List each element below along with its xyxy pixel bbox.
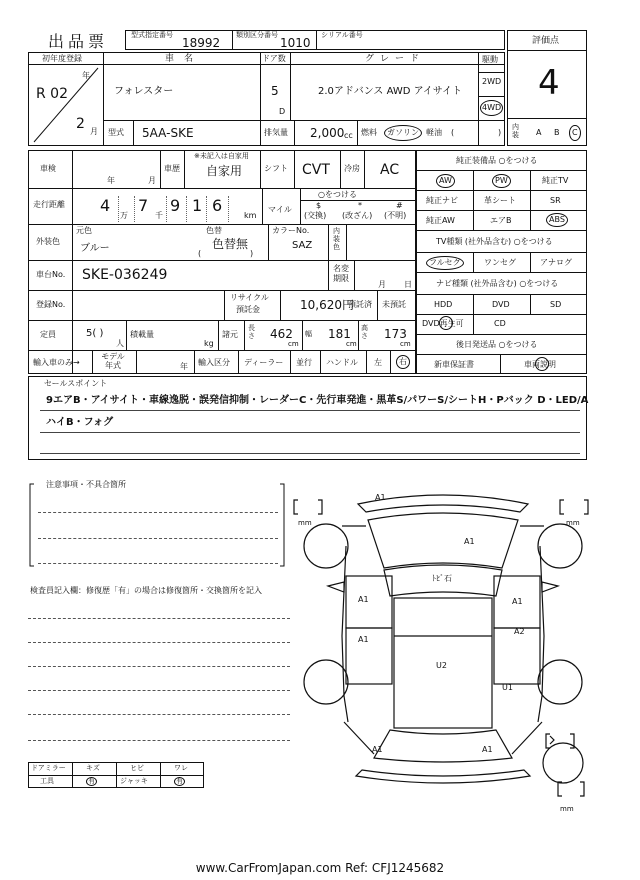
fuel-gasoline-circled: ガソリン	[384, 125, 422, 141]
mileage-digit-1: 4	[100, 196, 111, 215]
altered-symbol: *	[358, 201, 362, 210]
mileage-label: 走行距離	[33, 200, 65, 209]
import-parallel: 並行	[296, 358, 312, 367]
model-year-label: モデル年式	[101, 352, 125, 370]
interior-c-circled: C	[569, 125, 581, 141]
after-manual: 車両説明	[524, 360, 556, 369]
rear-wheel-bracket	[548, 780, 594, 800]
width-value: 181	[328, 327, 351, 341]
sales-points-label: セールスポイント	[44, 379, 108, 388]
equip-abs-circled: ABS	[546, 213, 568, 227]
height-unit: cm	[400, 340, 411, 348]
ac-value: AC	[380, 162, 400, 178]
legend-jack: ジャッキ	[120, 777, 148, 785]
mileage-unit-man: 万	[120, 211, 128, 220]
tv-analog: アナログ	[540, 258, 572, 267]
color-change-value: 色替無	[212, 237, 249, 251]
type-number-value: 18992	[182, 36, 221, 50]
recycle-amount: 10,620円	[300, 298, 354, 312]
score-value: 4	[538, 63, 560, 103]
name-change-day: 日	[404, 280, 412, 289]
recycle-not-deposited: 未預託	[382, 300, 406, 309]
ac-label: 冷房	[344, 164, 360, 173]
equip-sr: SR	[550, 196, 561, 205]
car-name: フォレスター	[114, 86, 174, 97]
capacity-label: 定員	[40, 330, 56, 339]
shift-value: CVT	[302, 162, 330, 178]
mileage-digit-5: 6	[212, 196, 223, 215]
mm-front-left: mm	[298, 519, 312, 527]
class-number-value: 1010	[280, 36, 311, 50]
legend-tool: 工具	[40, 777, 54, 785]
inspection-month: 月	[148, 176, 156, 185]
length-label: 長さ	[248, 324, 255, 341]
exterior-color-label: 外装色	[36, 237, 60, 246]
equip-aw-circled: AW	[436, 174, 455, 188]
defects-bracket	[28, 482, 292, 572]
navi-cd: CD	[494, 319, 506, 328]
doors-suffix: D	[279, 107, 286, 116]
shift-label: シフト	[264, 164, 288, 173]
dimensions-label: 諸元	[222, 330, 238, 339]
exchange-symbol: $	[316, 201, 322, 210]
import-dealer: ディーラー	[244, 358, 284, 367]
equip-leather: 革シート	[484, 196, 516, 205]
unknown-symbol: #	[396, 201, 403, 210]
history-value: 自家用	[206, 164, 243, 178]
color-change-paren-open: (	[198, 249, 202, 258]
equip-genuine-aw: 純正AW	[426, 216, 455, 225]
mm-rear: mm	[560, 805, 574, 813]
inspection-year: 年	[107, 176, 115, 185]
drive-label: 駆動	[482, 55, 498, 64]
grade-label: グレード	[365, 54, 426, 64]
width-label: 幅	[305, 330, 312, 338]
drive-2wd: 2WD	[482, 77, 502, 86]
load-unit: kg	[204, 339, 214, 348]
fuel-label: 燃料	[361, 128, 377, 137]
load-label: 積載量	[130, 330, 154, 339]
displacement-label: 排気量	[264, 128, 288, 137]
interior-label: 内装	[512, 123, 519, 139]
name-change-month: 月	[378, 280, 386, 289]
after-ship-title: 後日発送品 ○をつける	[456, 340, 538, 349]
first-registration-label: 初年度登録	[42, 54, 82, 63]
chassis-value: SKE-036249	[82, 267, 168, 283]
exterior-color-value: ブルー	[80, 243, 110, 254]
equipment-title: 純正装備品 ○をつける	[456, 156, 538, 165]
mileage-mark-note: ○をつける	[318, 190, 357, 199]
unknown-label: (不明)	[384, 211, 407, 220]
color-number-label: カラーNo.	[272, 226, 310, 235]
mile-label: マイル	[268, 205, 292, 214]
height-value: 173	[384, 327, 407, 341]
mileage-digit-4: 1	[192, 196, 203, 215]
chassis-label: 車台No.	[36, 270, 66, 279]
after-warranty: 新車保証書	[434, 360, 474, 369]
sales-points-line-2: ハイB・フォグ	[46, 417, 114, 428]
navi-hdd: HDD	[434, 300, 453, 309]
mileage-digit-2: 7	[138, 196, 149, 215]
damage-roof: U2	[436, 661, 447, 670]
legend-crack: ヒビ	[130, 764, 144, 772]
displacement-unit: cc	[344, 131, 353, 140]
width-unit: cm	[346, 340, 357, 348]
capacity-value: 5( )	[86, 328, 104, 339]
model-value: 5AA-SKE	[142, 126, 194, 140]
handle-left: 左	[374, 358, 382, 367]
navi-dvd: DVD	[492, 300, 510, 309]
damage-hood: A1	[464, 537, 475, 546]
registration-year: R 02	[36, 86, 68, 102]
exchange-label: (交換)	[304, 211, 327, 220]
damage-right-front-door: A1	[512, 597, 523, 606]
navi-sd: SD	[550, 300, 562, 309]
legend-tool-yes: 有	[88, 777, 95, 785]
damage-front-bumper: A1	[375, 493, 386, 502]
history-label: 車歴	[164, 164, 180, 173]
month-suffix: 月	[90, 127, 98, 136]
tv-oneseg: ワンセグ	[484, 258, 516, 267]
grade-value: 2.0アドバンス AWD アイサイト	[318, 86, 463, 97]
original-color-label: 元色	[76, 226, 92, 235]
interior-a: A	[536, 128, 542, 137]
dvd-playback-circle-mark	[438, 315, 454, 331]
recycle-label-2: 預託金	[236, 305, 260, 314]
history-note: ※未記入は自家用	[194, 152, 249, 160]
legend-scratch: キズ	[86, 764, 100, 772]
damage-right-rear-door: A2	[514, 627, 525, 636]
year-suffix: 年	[82, 71, 90, 80]
name-change-label: 名変期限	[333, 264, 349, 283]
displacement-value: 2,000	[310, 126, 345, 140]
legend-door-mirror: ドアミラー	[31, 764, 66, 772]
car-name-label: 車名	[165, 54, 204, 64]
doors-value: 5	[271, 84, 279, 98]
altered-label: (改ざん)	[342, 211, 373, 220]
import-only-label: 輸入車のみ→	[33, 358, 80, 367]
recycle-label-1: リサイクル	[230, 293, 269, 302]
model-year-unit: 年	[180, 362, 188, 371]
damage-left-front-door: A1	[358, 595, 369, 604]
interior-color-label: 内装色	[333, 227, 340, 252]
damage-rear-bumper-right: A1	[482, 745, 493, 754]
import-type-label: 輸入区分	[198, 358, 230, 367]
class-number-label: 類別区分番号	[236, 31, 278, 39]
type-number-label: 型式指定番号	[131, 31, 173, 39]
tv-type-title: TV種類 (社外品含む) ○をつける	[436, 237, 553, 246]
equip-airbag: エアB	[490, 216, 512, 225]
capacity-unit: 人	[116, 339, 124, 348]
footer-reference: www.CarFromJapan.com Ref: CFJ1245682	[195, 861, 445, 875]
serial-number-label: シリアル番号	[321, 31, 363, 39]
damage-windshield: ﾄﾋﾞ石	[432, 574, 452, 583]
interior-b: B	[554, 128, 560, 137]
navi-type-title: ナビ種類 (社外品含む) ○をつける	[436, 279, 559, 288]
handle-label: ハンドル	[326, 358, 358, 367]
height-label: 高さ	[361, 324, 368, 341]
drive-4wd-circled: 4WD	[480, 100, 503, 116]
mm-front-right: mm	[566, 519, 580, 527]
model-label: 型式	[108, 128, 124, 137]
recycle-deposited: 預託済	[348, 300, 372, 309]
length-value: 462	[270, 327, 293, 341]
registration-number-label: 登録No.	[36, 300, 66, 309]
tv-fullseg-circled: フルセグ	[426, 256, 464, 270]
damage-right-rear-fender: U1	[502, 683, 513, 692]
equip-nav: 純正ナビ	[426, 196, 458, 205]
manual-circle-mark	[534, 356, 550, 372]
score-label: 評価点	[532, 36, 560, 46]
handle-right-circled: 右	[396, 355, 410, 369]
navi-dvd-playback: DVD再生可	[422, 319, 464, 328]
damage-left-rear-door: A1	[358, 635, 369, 644]
inspection-label: 車検	[40, 164, 56, 173]
defects-label: 注意事項・不具合箇所	[46, 480, 126, 489]
damage-rear-bumper-left: A1	[372, 745, 383, 754]
mileage-unit-km: km	[244, 211, 257, 220]
fuel-diesel: 軽油	[426, 128, 442, 137]
inspector-note-label: 検査員記入欄：修復歴「有」の場合は修復箇所・交換箇所を記入	[30, 586, 262, 595]
equip-pw-circled: PW	[492, 174, 511, 188]
color-change-paren-close: )	[250, 249, 254, 258]
fuel-other-close: )	[498, 128, 502, 137]
form-title: 出品票	[48, 32, 109, 51]
color-change-label: 色替	[206, 226, 222, 235]
equip-tv: 純正TV	[542, 176, 569, 185]
legend-break: ワレ	[174, 764, 188, 772]
registration-month: 2	[76, 116, 85, 132]
fuel-other-open: (	[451, 128, 455, 137]
color-number-value: SAZ	[292, 240, 313, 251]
legend-jack-yes: 有	[176, 777, 183, 785]
mileage-unit-sen: 千	[155, 211, 163, 220]
mileage-digit-3: 9	[170, 196, 181, 215]
sales-points-line-1: 9エアB・アイサイト・車線逸脱・誤発信抑制・レーダーC・先行車発進・黒革S/パワーS/シートH・Pバック D・LED/A	[46, 395, 589, 406]
length-unit: cm	[288, 340, 299, 348]
doors-label: ドア数	[262, 54, 286, 63]
